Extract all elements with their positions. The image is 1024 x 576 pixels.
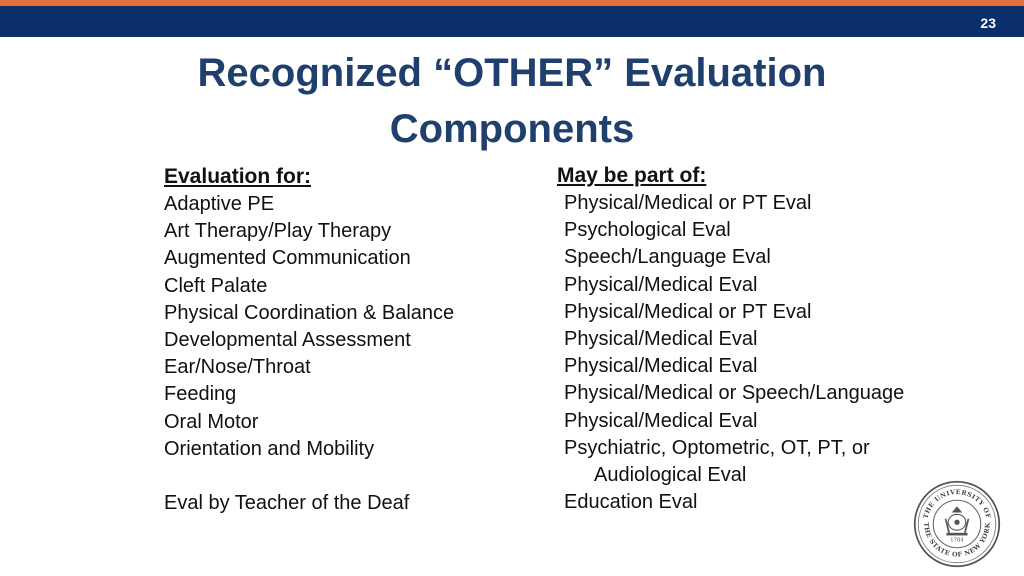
list-item: Psychological Eval	[564, 219, 731, 242]
list-item: Orientation and Mobility	[164, 437, 375, 460]
list-item: Physical/Medical or PT Eval	[564, 192, 812, 214]
list-item: Adaptive PE	[164, 193, 275, 215]
list-item-continued: Audiological Eval	[594, 464, 747, 487]
title-line-1: Recognized “OTHER” Evaluation	[197, 51, 827, 95]
evaluation-for-header: Evaluation for:	[164, 165, 312, 188]
spacer	[164, 463, 544, 490]
seal-year: 1784	[950, 537, 964, 544]
list-item: Oral Motor	[164, 410, 259, 433]
list-item: Speech/Language Eval	[564, 246, 771, 269]
list-item: Art Therapy/Play Therapy	[164, 220, 392, 243]
list-item: Physical Coordination & Balance	[164, 301, 455, 324]
list-item: Cleft Palate	[164, 274, 268, 297]
evaluation-for-column	[164, 163, 544, 517]
list-item: Physical/Medical Eval	[564, 273, 758, 296]
list-item: Augmented Communication	[164, 247, 411, 270]
may-be-part-of-column	[557, 162, 977, 516]
list-item: Eval by Teacher of the Deaf	[164, 492, 410, 515]
list-item: Ear/Nose/Throat	[164, 356, 311, 379]
title-line-2: Components	[389, 107, 635, 151]
list-item: Psychiatric, Optometric, OT, PT, or	[564, 436, 870, 459]
list-item: Education Eval	[564, 491, 698, 514]
header-bar	[0, 6, 1024, 37]
university-seal-icon	[913, 480, 1001, 568]
list-item: Physical/Medical Eval	[564, 409, 758, 432]
slide-number: 23	[980, 15, 996, 31]
seal-text-bottom: THE STATE OF NEW YORK	[922, 522, 992, 559]
page-title	[0, 45, 1024, 157]
may-be-part-of-header: May be part of:	[557, 164, 707, 187]
list-item: Physical/Medical or PT Eval	[564, 300, 812, 323]
seal-text-top: THE UNIVERSITY OF	[922, 488, 992, 520]
list-item: Physical/Medical Eval	[564, 355, 758, 378]
list-item: Physical/Medical Eval	[564, 328, 758, 351]
list-item: Physical/Medical or Speech/Language	[564, 382, 905, 405]
list-item: Feeding	[164, 383, 237, 406]
list-item: Developmental Assessment	[164, 329, 411, 352]
